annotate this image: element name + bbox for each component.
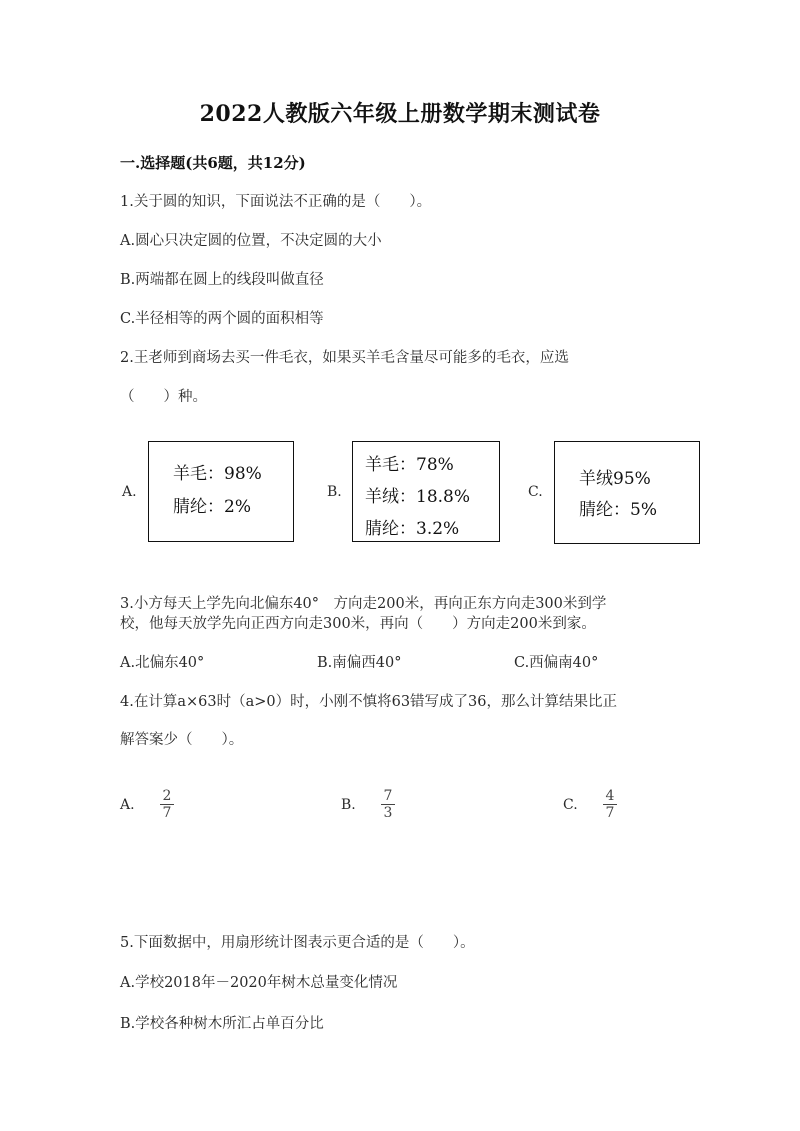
- q1-option-c: C.半径相等的两个圆的面积相等: [120, 311, 324, 327]
- q4-c-numerator: 4: [605, 788, 615, 804]
- q2-stem-line2: （ ）种。: [120, 389, 207, 405]
- q4-b-denominator: 3: [383, 805, 393, 821]
- q1-stem: 1.关于圆的知识，下面说法不正确的是（ ）。: [120, 194, 432, 210]
- q3-option-a: A.北偏东40°: [120, 655, 205, 671]
- q4-a-denominator: 7: [162, 805, 172, 821]
- q4-c-denominator: 7: [605, 805, 615, 821]
- q4-stem-line1: 4.在计算a×63时（a>0）时，小刚不慎将63错写成了36，那么计算结果比正: [120, 694, 617, 710]
- q4-option-a-label: A.: [120, 797, 135, 813]
- q2-option-b-box: [352, 441, 500, 542]
- q2-option-a-box: [148, 441, 294, 542]
- q4-option-b-fraction: [380, 789, 396, 820]
- q5-stem: 5.下面数据中，用扇形统计图表示更合适的是（ ）。: [120, 935, 475, 951]
- q2-a-line1: 羊毛：98%: [173, 464, 262, 484]
- section-heading: 一.选择题(共6题，共12分): [120, 154, 306, 172]
- q3-stem-line1: 3.小方每天上学先向北偏东40° 方向走200米，再向正东方向走300米到学: [120, 596, 607, 612]
- q4-option-b-label: B.: [341, 797, 356, 813]
- q4-stem-line2: 解答案少（ ）。: [120, 732, 244, 748]
- q4-b-numerator: 7: [383, 788, 393, 804]
- q4-option-a-fraction: [159, 789, 175, 820]
- q4-a-numerator: 2: [162, 788, 172, 804]
- q2-stem-line1: 2.王老师到商场去买一件毛衣，如果买羊毛含量尽可能多的毛衣，应选: [120, 350, 569, 366]
- q1-option-b: B.两端都在圆上的线段叫做直径: [120, 272, 324, 288]
- q2-b-line3: 腈纶：3.2%: [365, 519, 460, 539]
- q2-c-line2: 腈纶：5%: [579, 500, 657, 520]
- q2-b-line2: 羊绒：18.8%: [365, 487, 471, 507]
- q2-option-b-label: B.: [327, 484, 342, 500]
- q2-option-a-label: A.: [122, 484, 137, 500]
- q2-option-c-label: C.: [528, 484, 543, 500]
- q3-option-c: C.西偏南40°: [514, 655, 599, 671]
- q2-b-line1: 羊毛：78%: [365, 455, 454, 475]
- q3-option-b: B.南偏西40°: [317, 655, 402, 671]
- q2-c-line1: 羊绒95%: [579, 469, 651, 489]
- q4-option-c-fraction: [602, 789, 618, 820]
- q5-option-a: A.学校2018年－2020年树木总量变化情况: [120, 975, 398, 991]
- q2-option-c-box: [554, 441, 700, 544]
- q5-option-b: B.学校各种树木所汇占单百分比: [120, 1016, 324, 1032]
- q3-stem-line2: 校，他每天放学先向正西方向走300米，再向（ ）方向走200米到家。: [120, 616, 596, 632]
- q1-option-a: A.圆心只决定圆的位置，不决定圆的大小: [120, 233, 382, 249]
- q2-a-line2: 腈纶：2%: [173, 497, 251, 517]
- q4-option-c-label: C.: [563, 797, 578, 813]
- page-title: 2022人教版六年级上册数学期末测试卷: [199, 101, 601, 127]
